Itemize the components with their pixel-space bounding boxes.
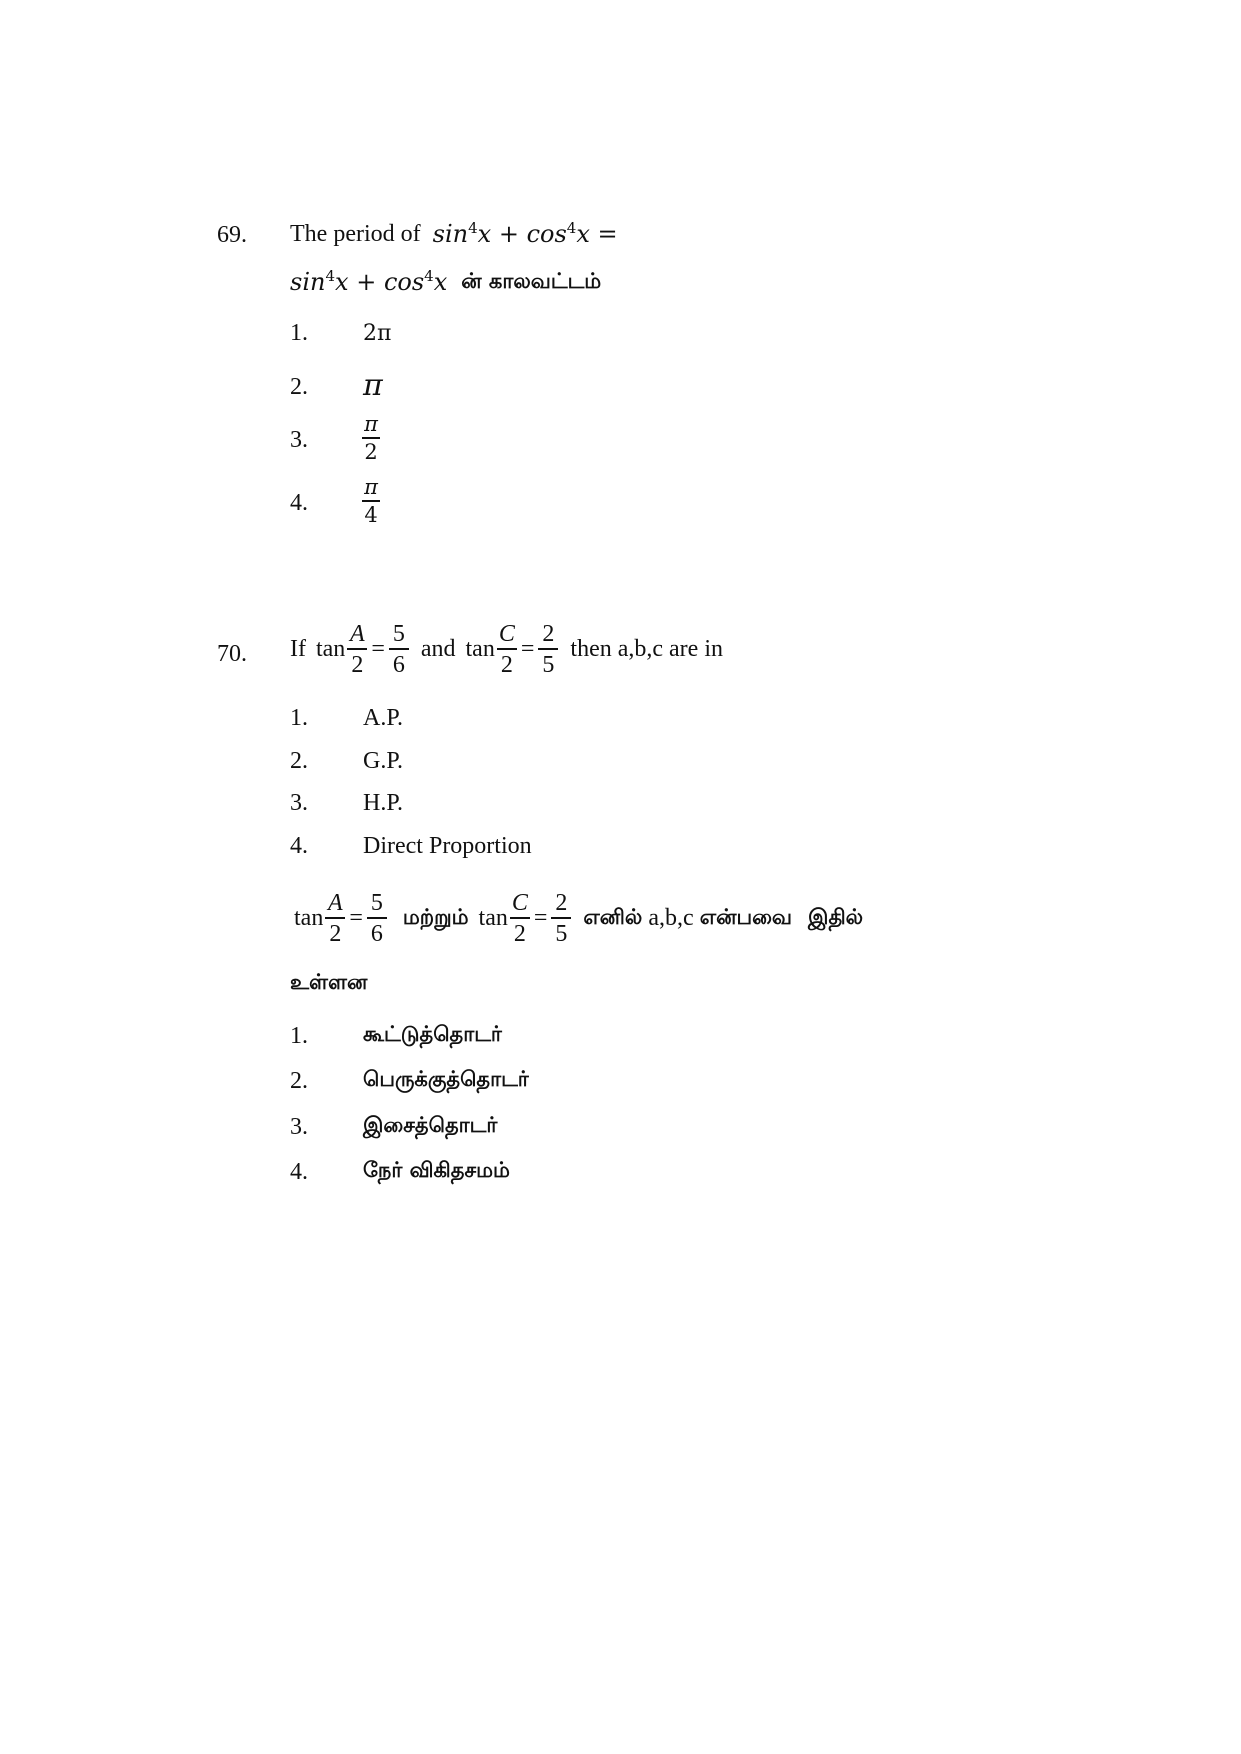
q69-option-4-fraction bbox=[362, 477, 380, 526]
sin-label: sin bbox=[432, 220, 469, 248]
if-label-ta: எனில் bbox=[583, 904, 643, 929]
q70-ta-option-2-text: பெருக்குத்தொடர் bbox=[363, 1067, 529, 1091]
denominator: 5 bbox=[542, 651, 555, 678]
tan-label: tan bbox=[478, 904, 508, 931]
q70-ta-option-4-text: நேர் விகிதசமம் bbox=[363, 1158, 510, 1182]
denominator: 2 bbox=[500, 651, 513, 678]
q69-option-1-number: 1. bbox=[290, 320, 308, 346]
then-label: then a,b,c are in bbox=[570, 635, 723, 662]
denominator: 4 bbox=[364, 502, 378, 527]
cos-label: cos bbox=[383, 268, 425, 296]
denominator: 2 bbox=[364, 439, 378, 464]
numerator: 5 bbox=[392, 621, 405, 647]
q69-question-en bbox=[290, 220, 618, 248]
q69-option-1-value: 2π bbox=[363, 321, 392, 346]
q69-number: 69. bbox=[217, 222, 247, 248]
equals-sign: = bbox=[520, 635, 535, 662]
denominator: 2 bbox=[329, 920, 342, 947]
q70-ta-option-1-number: 1. bbox=[290, 1023, 308, 1049]
numerator: C bbox=[511, 890, 528, 916]
equals-sign: = bbox=[533, 904, 548, 931]
exponent: 4 bbox=[424, 267, 434, 285]
sin-label: sin bbox=[290, 268, 326, 296]
q70-option-1-number: 1. bbox=[290, 705, 308, 731]
numerator: 2 bbox=[542, 621, 555, 647]
q69-expression-ta bbox=[290, 268, 447, 296]
numerator: A bbox=[327, 890, 343, 916]
denominator: 6 bbox=[392, 651, 405, 678]
exponent: 4 bbox=[325, 267, 335, 285]
numerator: π bbox=[364, 412, 378, 436]
q69-expression bbox=[433, 220, 618, 248]
q69-option-2-value: π bbox=[363, 368, 383, 403]
plus-sign: + bbox=[498, 220, 519, 248]
in-label-ta: இதில் bbox=[808, 904, 864, 929]
variable: x bbox=[477, 220, 492, 248]
denominator: 2 bbox=[513, 920, 526, 947]
are-label-ta: என்பவை bbox=[699, 904, 793, 929]
numerator: π bbox=[364, 475, 378, 499]
numerator: C bbox=[498, 621, 515, 647]
equals-sign: = bbox=[349, 904, 363, 931]
tan-label: tan bbox=[315, 635, 346, 662]
variable: x bbox=[576, 220, 590, 248]
and-label-ta: மற்றும் bbox=[402, 904, 469, 929]
cos-label: cos bbox=[526, 220, 567, 248]
q69-option-2-number: 2. bbox=[290, 374, 308, 400]
variable: x bbox=[335, 268, 349, 296]
q70-ta-option-1-text: கூட்டுத்தொடர் bbox=[363, 1022, 502, 1046]
if-label: If bbox=[290, 635, 306, 662]
denominator: 5 bbox=[555, 920, 568, 947]
q69-option-4-number: 4. bbox=[290, 490, 308, 516]
q70-option-3-number: 3. bbox=[290, 790, 308, 816]
q70-question-ta-line2: உள்ளன bbox=[290, 970, 368, 994]
equals-sign: = bbox=[371, 635, 385, 662]
q69-option-3-number: 3. bbox=[290, 427, 308, 453]
q70-option-2-text: G.P. bbox=[363, 748, 404, 774]
q69-text-en: The period of bbox=[290, 220, 421, 247]
and-label: and bbox=[420, 635, 456, 662]
tan-label: tan bbox=[294, 904, 324, 931]
tan-label: tan bbox=[465, 635, 495, 662]
exponent: 4 bbox=[566, 219, 577, 237]
plus-sign: + bbox=[356, 268, 377, 296]
abc-label: a,b,c bbox=[648, 904, 694, 931]
q70-number: 70. bbox=[217, 641, 247, 667]
q70-question-en bbox=[290, 622, 723, 677]
q69-text-ta: ன் காலவட்டம் bbox=[461, 268, 602, 293]
denominator: 2 bbox=[351, 651, 364, 678]
q70-option-4-text: Direct Proportion bbox=[363, 833, 532, 859]
q70-option-2-number: 2. bbox=[290, 748, 308, 774]
q70-ta-option-2-number: 2. bbox=[290, 1068, 308, 1094]
q70-option-1-text: A.P. bbox=[363, 705, 404, 731]
numerator: A bbox=[349, 621, 365, 647]
q70-question-ta bbox=[294, 891, 863, 946]
q70-ta-option-4-number: 4. bbox=[290, 1159, 308, 1185]
numerator: 2 bbox=[555, 890, 568, 916]
q70-ta-option-3-number: 3. bbox=[290, 1114, 308, 1140]
variable: x bbox=[433, 268, 448, 296]
exponent: 4 bbox=[468, 219, 478, 237]
q70-option-4-number: 4. bbox=[290, 833, 308, 859]
equals-sign: = bbox=[597, 220, 618, 248]
q70-ta-option-3-text: இசைத்தொடர் bbox=[363, 1113, 498, 1137]
q69-option-3-fraction bbox=[362, 414, 380, 463]
numerator: 5 bbox=[370, 890, 383, 916]
denominator: 6 bbox=[370, 920, 383, 947]
q69-question-ta bbox=[290, 268, 601, 296]
q70-option-3-text: H.P. bbox=[363, 790, 404, 816]
